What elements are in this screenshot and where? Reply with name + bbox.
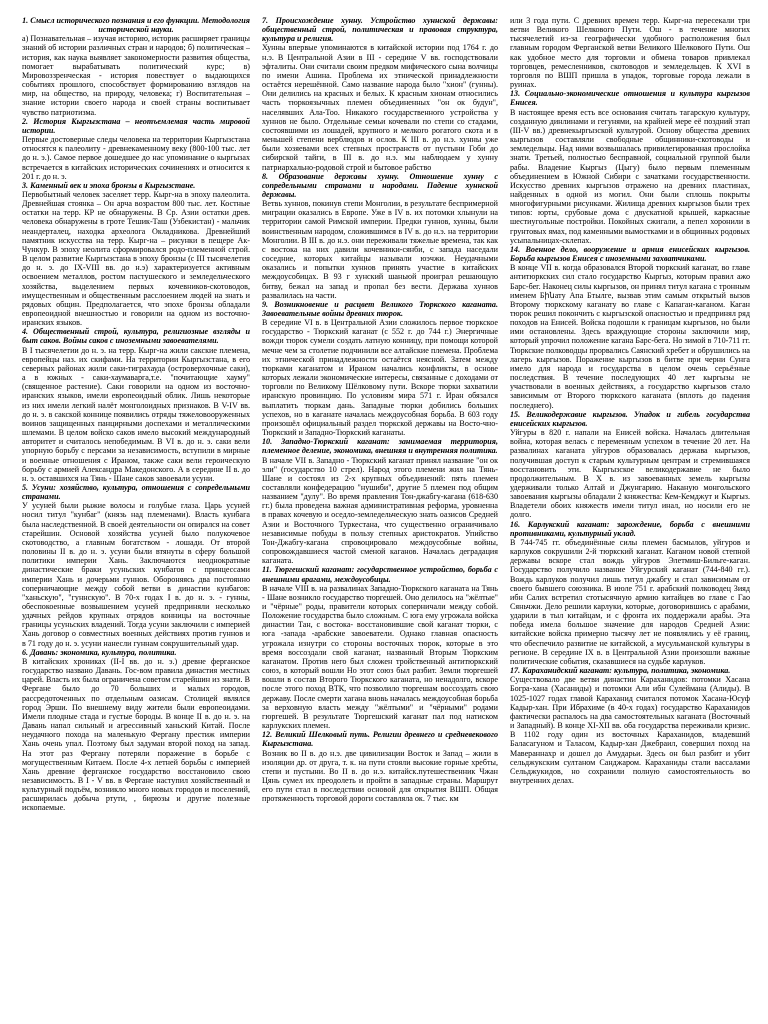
document-section bbox=[22, 117, 250, 181]
document-section bbox=[22, 648, 250, 813]
section-body: Ветвь хуннов, покинув степи Монголии, в результате беспримерной миграции оказались в Европе. Уже в IV в. их потомки хлынули на территории самой Римской империи. Предки гуннов, хунны, были воинственным народом, сложившимся в IV в. до н.э. на территории Монголии. В III в. до н.э. они переживали тяжелые времена, так как с востока на них давили кочевники-сянби, с запада наседали соседние, которых китайцы называли юэчжи. Неудачными оказались и попытки хуннов принять участие в китайских междоусобицах. В 93 г хунский шаньюй проиграл решающую битву, бежал на запад и пропал без вести. Держава хуннов развалилась на части. bbox=[262, 199, 498, 300]
section-body: В середине VI в. в Центральной Азии сложилось первое тюркское государство - Тюркский каганат (с 552 г. до 744 г.) Энергичные вожди тюрок сумели создать латную конницу, при помощи которой мечне чем за столетие подчинили все алтайские племена. Проблема их этнической принадлежности остаётся неясной. Затем между тюрками каганатом и Ираном начались конфликты, в основе которых лежали экономические интересы, связанные с доходами от торговли по Великому Шёлковому пути. Вскоре тюрки захватили иранскую провинцию. По условиям мира 571 г. Иран обязался выплатить тюркам дань. Западные тюрки добились больших успехов, но в каганате началась междоусобная борьба. В 603 году произошёл официальный раздел тюркской державы на Восто-чно-Тюркский и Западно-Тюркский каганаты. bbox=[262, 318, 498, 438]
section-heading: 17. Караханидский каганат: культура, политика, экономика. bbox=[510, 666, 731, 676]
section-body: В китайских хрониках (II-I вв. до н. э.) древне ферганское государство названо Давань. Гос-вом правила династия местных царей. Власть их была ограничена советом старейшин из знати. В Фергане было до 70 больших и малых городов, рассредоточенных по отдельным оазисам. Столицей являлся город Эрши. По внешнему виду жители были европеоидами. Имели плодные стада и густые бороды. В конце II в. до н. э. на Давань напал сильный и агрессивный ханьский Китай. После неудачного похода на маленькую Фергану престиж империи Хань очень упал. Поэтому был задуман второй поход на запад. На этот раз Фергану потеряли поражение в борьбе с могущественным Китаем. После 4-х летней борьбы с империей Хань древние ферганское государство восстановило свою независимость. В I - V вв. в Фергане наступил хозяйственный и культурный подъём, возникло много новых городов и поселений, расширилась добыча ртути, , бирюзы и другие полезные ископаемые. bbox=[22, 656, 250, 813]
section-heading: 14. Военное дело, вооружение и армия енисейских кыргызов. Борьба кыргызов Енисея с иноземными захватчиками. bbox=[510, 244, 750, 264]
section-heading: 5. Усуни: хозяйство, культура, отношения с сопредельными странами. bbox=[22, 482, 250, 502]
section-body: а) Познавательная – изучая историю, историк расширяет границы знаний об истории различных стран и народов; б) политическая – история, как наука выявляет закономерности развития общества, помогает вырабатывать политический курс; в) Мировоззренческая - история повествует о выдающихся событиях прошлого, способствует формированию взглядов на мир, на общество, на природу, человека; г) Воспитательная – знание истории своего народа и своей страны воспитывает чувство патриотизма. bbox=[22, 34, 250, 117]
section-body: Хунны впервые упоминаются в китайской истории под 1764 г. до н.э. В Центральной Азии в III - середине V вв. господствовали эфталиты. Они считали своим предком мифического сына волчицы по имени Ашина. Проблема их этнической принадлежности остаётся нерешённой. Само название народа было "хион" (гунны). Они делились на красных и белых. К красным хионам относились часть тюркоязычных племен объединенных "он ок будун", населявших Ала-Тоо. Никакого государственного устройства у хуннов не было. Отдельные семьи кочевали по степи со стадами, состоявшими из лошадей, крупного и мелкого рогатого скота и в меньшей степени верблюдов и ослов. К III в. до н.э. хунны уже были хозяевами всех степных пространств от пустыни Гоби до сибирской тайги, в III в. до н.э. мы наблюдаем у хунну патриархально-родовой строй и бытовое рабство bbox=[262, 43, 498, 172]
section-body: Первые достоверные следы человека на территории Кыргызстана относятся к палеолиту - древнекаменному веку (800-100 тыс. лет до н. э.). Самое первое дошедшее до нас упоминание о кыргызах встречается в китайских исторических сочинениях и относится к 201 г. до н. э. bbox=[22, 135, 250, 181]
section-heading: 15. Великодержавие кыргызов. Упадок и гибель государства енисейских кыргызов. bbox=[510, 409, 750, 428]
section-body: В 744-745 гг. объединённые силы племен басмылов, уйгуров и карлуков сокрушили 2-й тюркский каганат. Каганом новой степной державы вскоре стал вождь уйгуров Элетмиш-Бильге-каган. Государство получило название Уйгурский каганат (744-840 гг.). Вождь карлуков получил лишь титул джабгу и стал зависимым от своего бывшего союзника. В июле 751 г. арабский полководец Зияд ибн Салих встретил стотысячную армию китайцев во главе с Гао Сяньчжи. Дело решили карлуки, которые, договорившись с арабами, ударили в тыл китайцам, и с фронта их поддержали арабы. Эта победа имела большое значение для народов Средней Азии: китайские войска примерно тысячу лет не появлялись у её границ, что обеспечило развитие не китайской, а мусульманской культуры в регионе. В середине IX в. в Центральной Азии произошли важные политические события, сказавшиеся на судьбе карлуков. bbox=[510, 537, 750, 666]
section-heading: 7. Происхождение хунну. Устройство хуннской державы: общественный строй, политическая и правовая структура, культура и религия. bbox=[262, 16, 498, 44]
document-section bbox=[22, 16, 250, 117]
section-body: В I тысячелетии до н. э. на терр. Кырг-на жили сакские племена, европейцы наз. их скифами. На территории Кыргызстана, в его северных районах жили саки-тиграхауда (островерхочные саки), а в южных - саки-хаумаварга,т.е. "почитающие хауму" (священное растение). Саки говорили на одном из восточно-иранских языков, имели европеоидный облик. Лишь некоторые из них имели легкий налёт монголоидных признаков. В V-IV вв. до н. э. в сакской коннице появились отряды тяжеловооруженных воинов защищенных панцирными доспехами и металлическими шлемами. В целом войско саков имело высокий международный авторитет и считалось непобедимым. В VI в. до н. э. саки вели упорную борьбу с персами за независимость, вступили в мирные и военные отношения с Ираном, также саки вели героическую борьбу с армией Александра Македонского. А в середине II в. до н. э. оставшихся на Тянь - Шане саков завоевали усуни. bbox=[22, 345, 250, 483]
document-section bbox=[510, 520, 750, 667]
section-body: У усуней были рыжие волосы и голубые глаза. Царь усуней носил титул "кунбаг" (князь над племенами). Власть кунбага была наследственной. В своей деятельности он опирался на совет старейшин. Основой хозяйства усуней было полукочевое скотоводство, а главным богатством - лошади. От второй половины II в. до н. э. усуни были втянуты в сферу большой политики империи Хань. Заключаются неоднократные династические браки усуньских кунбагов с принцессами империи Хань и дочерьми гуннов. Обороняясь два постоянно соперничающие между собой ветви в династии кунбагов: "ханьскую", "гуннскую". В 70-х годах I в. до н. э. - гунны, обеспокоенные возвышением усуней предприняли несколько удачных рейдов крупных отрядов конницы на восточные границы усуньских владений. Тогда усуни заключили с империей Хань договор о совместных военных действиях против гуннов и в 71 году до н. э. усуни нанесли гуннам сокрушительный удар. bbox=[22, 501, 250, 648]
section-heading: 6. Давань: экономика, культура, политика. bbox=[22, 647, 177, 657]
section-body: В конце VII в. когда образовался Второй тюркский каганат, во главе антитюркских сил стало государство Кыргыз, которым правил ажо Барс-бег. Наконец силы кыргызов, он принял титул кагана с тронным именем Бինату Апа Бтылге, вызвав этим самым открытый вызов Второму тюркскому каганату во главе с Капаган-каганом. Каган тюрок решил покончить с кыргызской опасностью и предпринял ряд походов на Енисей. Войска подошли к границам кыргызов, но были ими остановлены. Здесь враждующие стороны заключили мир, который упрочил положение кагана Барс-бега. Но зимой в 710-711 гг. Тюркские полководцы прорвались Саянский хребет и обрушились на лагерь кыргызов. Поражение кыргызов в битве при черни Сунга имело для народа и государства в целом очень серьёзные последствия. В течение последующих 40 лет кыргызы не участвовали в военных действиях, а государство кыргызов стало зависимым от Второго тюркского каганата (вплоть до падения последнего). bbox=[510, 263, 750, 410]
section-heading: 12. Великий Шелковый путь. Религии древнего и средневекового Кыргызстана. bbox=[262, 730, 498, 749]
section-heading: 2. История Кыргызстана – неотъемлемая часть мировой истории. bbox=[22, 116, 250, 135]
section-heading: 10. Западно-Тюркский каганат: занимаемая территория, племенное деление, экономика, внешняя и внутренняя политика. bbox=[262, 437, 498, 456]
section-body: Уйгуры в 820 г. напали на Енисей войска. Началась длительная война, которая велась с переменным успехом в течение 20 лет. На развалинах каганата уйгуров образовалась держава кыргызов, получившая доступ к старым культурным центрам и стремившаяся восстановить эти. Кыргызское великодержавие не было продолжительным. В Х в. из завоеванных земель кыргызы удерживали только Алтай и Джунгарию. Наканую монгольского завоевания кыргызы обладали 2 княжества: Кем-Кемджут и Кыргыз. Владетели обоих княжеств имели титул инал, но носили его не долго. bbox=[510, 428, 750, 520]
section-heading: 1. Смысл исторического познания и его функции. Методология исторической науки. bbox=[22, 16, 250, 35]
text-column-middle bbox=[262, 16, 498, 1016]
document-section bbox=[22, 483, 250, 648]
document-section bbox=[262, 300, 498, 437]
section-heading: 3. Каменный век и эпоха бронзы в Кыргызстане. bbox=[22, 180, 196, 190]
section-body: Первобытный человек заселяет терр. Кырг-на в эпоху палеолита. Древнейшая стоянка – Он арча возрастом 800 тыс. лет. Костные остатки на терр. КР не обнаружены. В Ср. Азии остатки древ. человека обнаружены в гроте Тешик-Таш (Узбекистан) - мальчик неандерталец, находка археолога Окладникова. Древнейший памятник искусства на терр. Кырг-на – рисунки в пещере Ак-Чункур. В эпоху неолита сформировался родо-племенной строй. В целом развитие Кыргызстана в эпоху бронзы (с III тысячелетия до н. э. до IX-VIII вв. до н.э) характеризуется активным освоением металлов, ростом пастушеского и земледельческого хозяйства, выделением первых кочевников-скотоводов, имущественным и общественным расслоением людей на знать и рядовых общин. Предполагается, что эпохе бронзы обладали европеоидной внешностью и говорили на одном из восточно-иранских языков. bbox=[22, 189, 250, 328]
document-section bbox=[510, 410, 750, 520]
section-body: или 3 года пути. С древних времен терр. Кырг-на пересекали три ветви Великого Шелкового Пути. Ош - в течение многих тысячелетий из-за географически удобного расположения был главным городом Ферганской ветви Великого Шелкового Пути. Ош как удобное место для торговли и обмена товаров привлекал торговцев, ремесленников, скотоводов и земледельцев. К XVI в торговля по ВШП пришла в упадок, торговые города лежали в руинах. bbox=[510, 16, 750, 90]
section-body: В настоящее время есть все основания считать тагарскую культуру, созданную динлинами и гегунями, на крайней мере её поздний этап (III-V вв.) древнекыргызской культурой. Основу общества древних кыргызов составляли свободные общинники-скотоводы и земледельцы. Над ними возвышалась привилегированная прослойка знати. Третьей, полностью бесправной, социальной группой были рабы. Владение Кыргыз (Цыгу) было первым племенным объединением в Южной Сибири с зачатками государственности. Искусство древних кыргызов отражено на древних пластинах, найденных в одной из могил. Они были сплошь покрыты многофигурными рисунками. Жилища древних кыргызов были трех типов: юрты, срубовые дома с двускатной крышей, каркасные шестиугольные постройки. Покойных сжигали, а пепел хоронили в грунтовых ямах, под каменными вымостками и в общинных родовых усыпальницах-склепах. bbox=[510, 107, 750, 245]
section-body: Возник во II в. до н.э. две цивилизации Восток и Запад – жили в изоляции др. от друга, т. к. на пути стояли высокие горные хребты, степи и пустыни. Во II в. до н.э. китайск.путешественник Чжан Цянь сумел их преодолеть и пройти в западные страны. Маршрут его пути стал в последствии основой для открытия ВШП. Общая протяженность торговой дороги составляла ок. 7 тыс. км bbox=[262, 748, 498, 804]
section-body: В начале VII в. Западно - Тюркский каганат принял название "он ок эли" (государство 10 стрел). Народ этого племени жил на Тянь-Шане и состоял из 2-х крупных объединений: пять племен составляли конфедерацию "нушиби", другие 5 племен под общим названием "дулу". Во время правления Тон-джабгу-кагана (618-630 гг.) была проведена важная административная реформа, уровненна в правах кочевую и оседло-земледельческую знать оазисов Средней Азии и Восточного Туркестана, что существенно ограничивало независимые побуды в пользу степных аристократов. Упийство Тон-Джабгу-кагана спровоцировало междоусобные войны, сопровождавшиеся частой сменой каганов. Началась деградация каганата. bbox=[262, 455, 498, 566]
section-heading: 11. Тюргешский каганат: государственное устройство, борьба с внешними врагами, междоусобицы. bbox=[262, 565, 498, 584]
section-heading: 9. Возникновение и расцвет Великого Тюркского каганата. Завоевательные войны древних тюрок. bbox=[262, 299, 498, 318]
document-section bbox=[510, 666, 750, 785]
document-section bbox=[510, 89, 750, 245]
section-heading: 16. Карлукский каганат: зарождение, борьба с внешними противниками, культурный уклад. bbox=[510, 519, 750, 538]
text-column-right bbox=[510, 16, 750, 1016]
document-section bbox=[510, 16, 750, 89]
document-section bbox=[510, 245, 750, 410]
section-heading: 13. Социально-экономические отношения и культура кыргызов Енисея. bbox=[510, 89, 750, 108]
document-section bbox=[22, 327, 250, 483]
section-body: Существовало две ветви династии Караханидов: потомки Хасана Бoгра-хана (Хасаниды) и потомки Али ибн Сулеймана (Алиды). В 1025-1027 годах главой Караханид считался потомок Хасана-Юсуф Кадыр-хан. При Ибрахиме (в 40-х годах) государство Караханидов фактически распалось на два самостоятельных каганата (Восточный и Западный). В конце XI-XII вв. оба государства переживали кризис. В 1102 году один из восточных Караханидов, владевший Баласагуном и Таласом, Кадыр-хан Джебраил, совершил поход на Мавераннахр и дошел до Амударьи. Здесь он был разбит и убит сельджукским султаном Санджаром. Караханиды стали вассалами Сельджукидов, но сохранили полную самостоятельность во внутренних делах. bbox=[510, 675, 750, 785]
document-section bbox=[262, 730, 498, 803]
section-heading: 4. Общественный строй, культура, религиозные взгляды и быт саков. Войны саков с иноземными завоевателями. bbox=[22, 327, 250, 346]
section-body: В начале VIII в. на развалинах Западно-Тюркского каганата на Тянь - Шане возникло государство тюргешей. Оно делилось на "жёлтые" и "чёрные" роды, правители которых соперничали между собой. Положение государства было сложным. С юга ему угрожала войска династии Тан, с востока- восстановившие свой каганат тюрки, с юга -запада -арабские завоеватели. Однако главная опасность угрожала изнутри со стороны восточных тюрок, которые в это время воссоздали свой каганат, названный Вторым Тюркским каганатом. Против него был сложен тройственный антитюркский союз, в который вошли Но этот союз был разбит. Земли тюргешей вошли в состав Второго Тюркского каганата, но ненадолго, вскоре после этого поход ВТК, что позволило тюргешам воссоздать свою державу. После смерти хагана вновь началась междоусобная борьба за верховную власть между "жёлтыми" и "чёрными" родами гюргешей. В результате Тюргешский каганат пал под натиском карлукских племен. bbox=[262, 583, 498, 731]
document-section bbox=[262, 16, 498, 172]
document-section bbox=[22, 181, 250, 328]
section-heading: 8. Образование державы хунну. Отношение хунну с сопредельными странами и народами. Падение хуннской державы. bbox=[262, 171, 498, 199]
document-section bbox=[262, 565, 498, 730]
document-section bbox=[262, 437, 498, 565]
document-section bbox=[262, 172, 498, 300]
text-column-left bbox=[22, 16, 250, 1016]
